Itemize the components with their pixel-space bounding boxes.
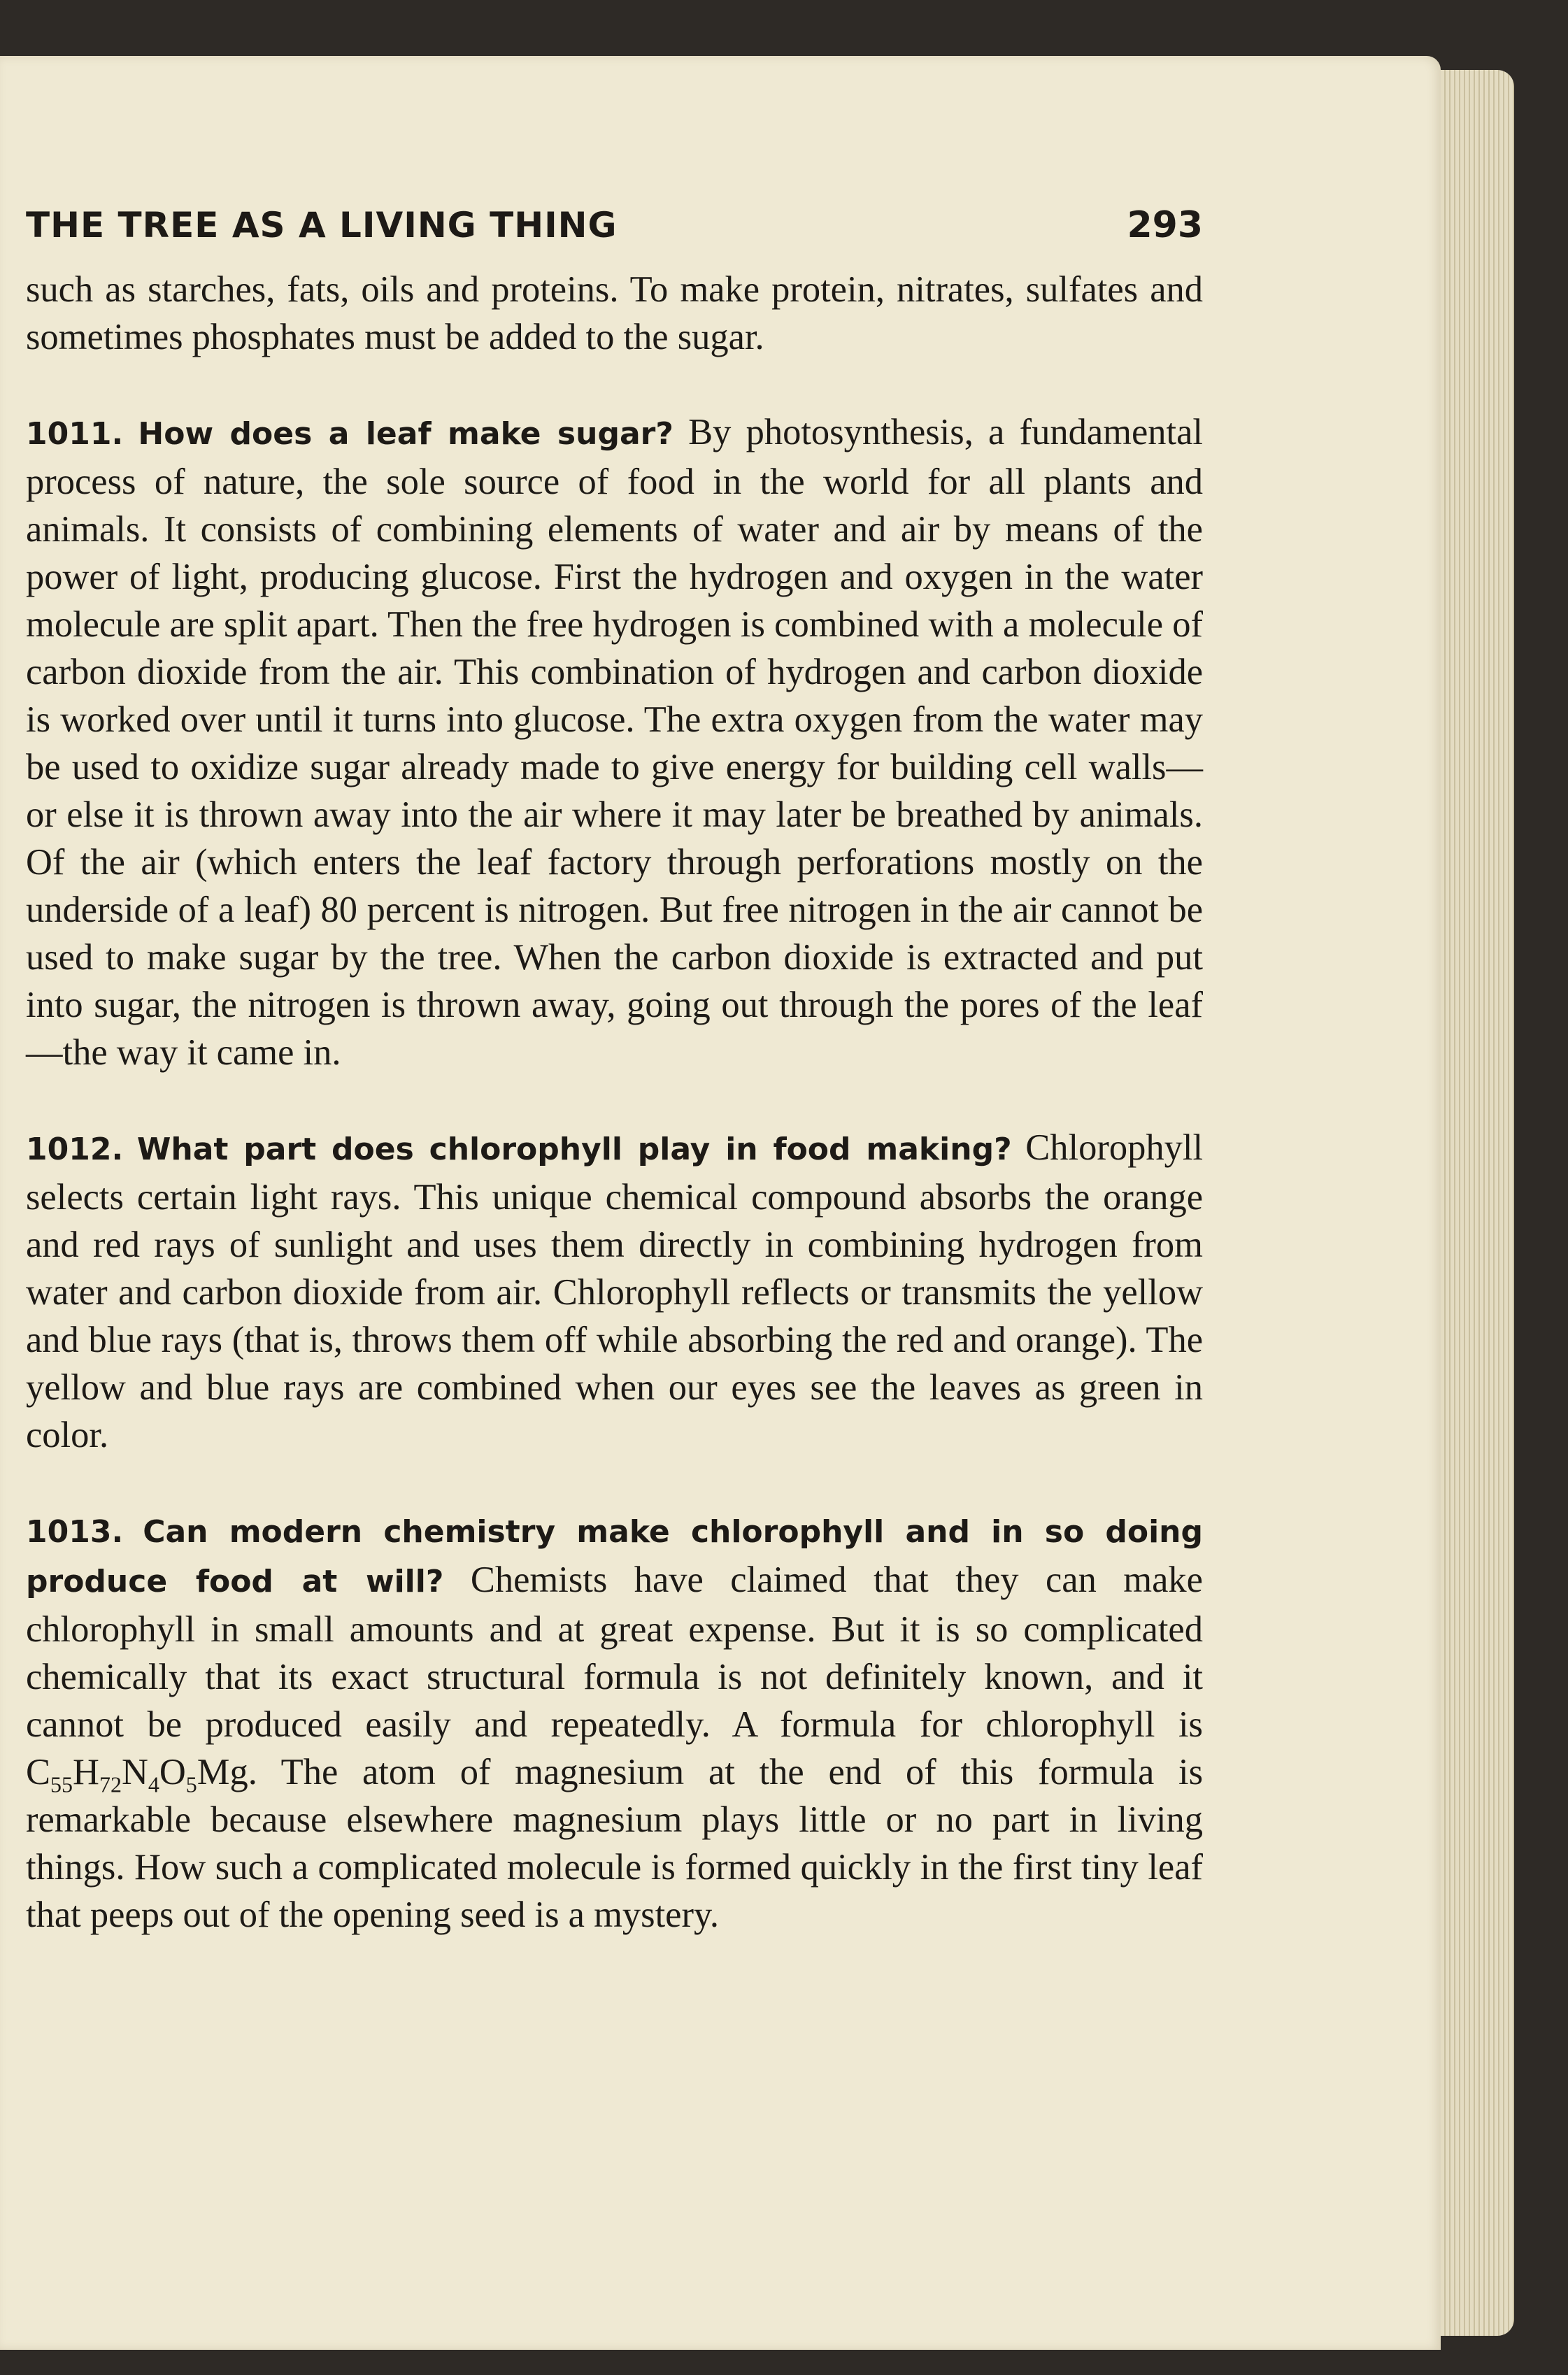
formula-magnesium: Mg bbox=[197, 1752, 248, 1792]
page-body bbox=[26, 266, 1203, 1939]
page-number: 293 bbox=[1127, 204, 1203, 246]
entry-question: What part does chlorophyll play in food making? bbox=[136, 1132, 1012, 1167]
page-header bbox=[26, 204, 1203, 246]
entry-answer-part2: . The atom of magnesium at the end of this formula is remarkable because elsewhere magnesium plays little or no part in living things. How such a complicated molecule is formed quickly in the first tiny leaf that peeps out of the opening seed is a mystery. bbox=[26, 1752, 1203, 1935]
formula-carbon: C bbox=[26, 1752, 51, 1792]
formula-nitrogen: N bbox=[121, 1752, 148, 1792]
entry-1013 bbox=[26, 1506, 1203, 1939]
entry-answer: By photosynthesis, a fundamental process of nature, the sole source of food in the world for all plants and animals. It consists of combining elements of water and air by means of the power of light, producing glucose. First the hydrogen and oxygen in the water molecule are split apart. Then the free hydrogen is combined with a molecule of carbon dioxide from the air. This combination of hydrogen and carbon dioxide is worked over until it turns into glucose. The extra oxygen from the water may be used to oxidize sugar already made to give energy for building cell walls—or else it is thrown away into the air where it may later be breathed by animals. Of the air (which enters the leaf factory through perforations mostly on the underside of a leaf) 80 percent is nitrogen. But free nitrogen in the air cannot be used to make sugar by the tree. When the carbon dioxide is extracted and put into sugar, the nitrogen is thrown away, going out through the pores of the leaf—the way it came in. bbox=[26, 412, 1203, 1073]
formula-oxygen-count: 5 bbox=[185, 1771, 197, 1797]
entry-number: 1013. bbox=[26, 1514, 124, 1550]
entry-answer-part1: Chemists have claimed that they can make chlorophyll in small amounts and at great expense. But it is so complicated chemically that its exact structural formula is not definitely known, and it cannot be produced easily and repeatedly. A formula for chlorophyll is bbox=[26, 1560, 1203, 1745]
entry-answer: Chlorophyll selects certain light rays. This unique chemical compound absorbs the orange and red rays of sunlight and uses them directly in combining hydrogen from water and carbon dioxide from air. Chlorophyll reflects or transmits the yellow and blue rays (that is, throws them off while absorbing the red and orange). The yellow and blue rays are combined when our eyes see the leaves as green in color. bbox=[26, 1127, 1204, 1455]
entry-1012 bbox=[26, 1124, 1203, 1459]
entry-question: Can modern chemistry make chlorophyll and in so doing produce food at will? bbox=[26, 1514, 1203, 1599]
formula-hydrogen: H bbox=[73, 1752, 99, 1792]
running-head: THE TREE AS A LIVING THING bbox=[26, 205, 618, 245]
formula-nitrogen-count: 4 bbox=[148, 1771, 159, 1797]
entry-number: 1011. bbox=[26, 416, 124, 452]
entry-number: 1012. bbox=[26, 1132, 124, 1167]
chlorophyll-formula bbox=[26, 1752, 248, 1797]
formula-oxygen: O bbox=[159, 1752, 186, 1792]
entry-1011 bbox=[26, 408, 1203, 1076]
entry-question: How does a leaf make sugar? bbox=[138, 416, 673, 452]
formula-carbon-count: 55 bbox=[50, 1771, 73, 1797]
page-edges bbox=[1441, 70, 1514, 2336]
formula-hydrogen-count: 72 bbox=[99, 1771, 122, 1797]
intro-paragraph: such as starches, fats, oils and proteins. To make protein, nitrates, sulfates and sometimes phosphates must be added to the sugar. bbox=[26, 269, 1203, 357]
